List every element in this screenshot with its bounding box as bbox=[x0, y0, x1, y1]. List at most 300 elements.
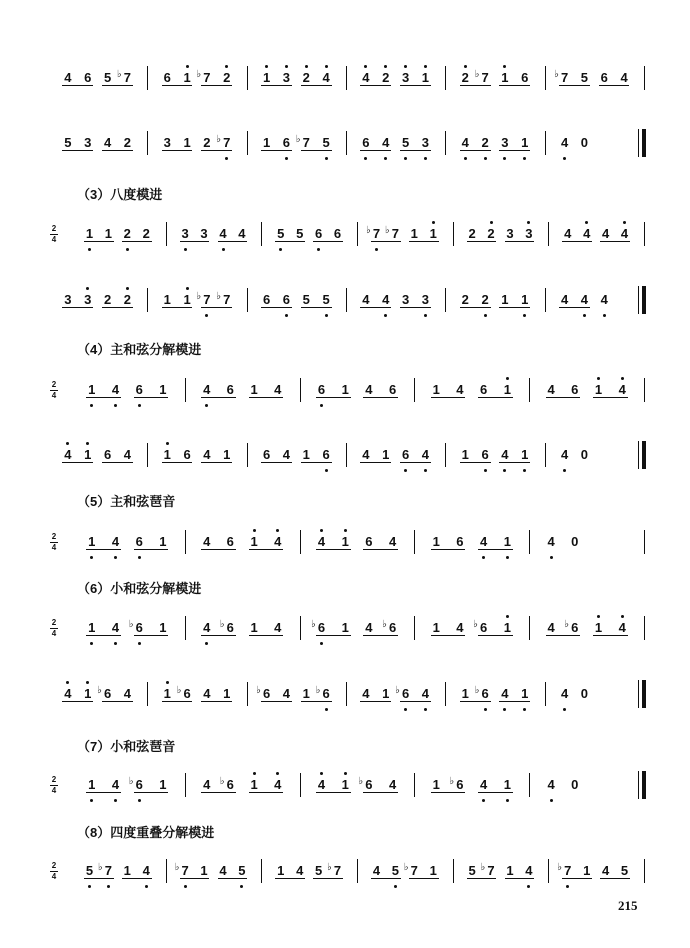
note bbox=[273, 620, 282, 636]
note-digit: 1 bbox=[521, 447, 529, 462]
beam-underline bbox=[478, 792, 513, 793]
note bbox=[104, 226, 113, 242]
note bbox=[403, 862, 419, 879]
note bbox=[158, 620, 167, 636]
note-digit: 4 bbox=[601, 226, 610, 241]
beam-underline bbox=[400, 150, 431, 151]
note bbox=[158, 534, 167, 550]
note bbox=[262, 292, 271, 308]
note-digit: 3 bbox=[421, 292, 429, 307]
note bbox=[302, 292, 311, 308]
beam-underline bbox=[400, 85, 431, 86]
note bbox=[547, 620, 556, 636]
flat-sign: ♭ bbox=[557, 862, 563, 873]
flat-sign: ♭ bbox=[128, 619, 134, 630]
note-digit: 1 bbox=[163, 686, 171, 701]
note-digit: 3 bbox=[163, 135, 171, 150]
note bbox=[111, 777, 120, 793]
notation-line bbox=[0, 530, 690, 570]
note bbox=[322, 447, 331, 463]
octave-high-dot bbox=[276, 529, 279, 532]
note-digit: 6 bbox=[282, 292, 290, 307]
octave-low-dot bbox=[506, 556, 509, 559]
note bbox=[87, 534, 96, 550]
beam-underline bbox=[84, 241, 114, 242]
note-digit: 2 bbox=[123, 292, 131, 307]
note-digit: 1 bbox=[341, 534, 349, 549]
beam-underline bbox=[499, 85, 530, 86]
note bbox=[600, 292, 609, 308]
note bbox=[500, 135, 509, 151]
note-digit: 6 bbox=[317, 382, 326, 397]
note-digit: 7 bbox=[223, 292, 231, 307]
note-digit: 4 bbox=[111, 620, 120, 635]
flat-sign: ♭ bbox=[327, 862, 332, 873]
note bbox=[219, 226, 228, 242]
note bbox=[361, 447, 370, 463]
bar-line bbox=[529, 616, 530, 640]
note-digit: 2 bbox=[123, 135, 131, 150]
note-digit: 4 bbox=[64, 70, 72, 85]
octave-low-dot bbox=[424, 157, 427, 160]
final-bar-thin bbox=[638, 286, 639, 314]
note-digit: 4 bbox=[282, 447, 290, 462]
note bbox=[388, 382, 397, 398]
beam-underline bbox=[261, 150, 292, 151]
note-digit: 4 bbox=[103, 135, 112, 150]
note bbox=[295, 226, 304, 242]
note bbox=[384, 225, 400, 242]
note bbox=[163, 447, 172, 463]
bar-line bbox=[357, 222, 358, 246]
bar-line bbox=[247, 288, 248, 312]
note-digit: 1 bbox=[429, 226, 437, 241]
note-digit: 5 bbox=[580, 70, 588, 85]
octave-high-dot bbox=[506, 377, 509, 380]
note-digit: 2 bbox=[203, 135, 211, 150]
bar-line bbox=[300, 616, 301, 640]
final-bar-thick bbox=[642, 680, 646, 708]
note bbox=[273, 777, 282, 793]
octave-high-dot bbox=[126, 287, 129, 290]
note-digit: 4 bbox=[382, 135, 390, 150]
flat-sign: ♭ bbox=[366, 225, 371, 236]
octave-low-dot bbox=[325, 469, 328, 472]
note-digit: 4 bbox=[203, 447, 211, 462]
note-digit: 4 bbox=[421, 447, 429, 462]
note bbox=[311, 619, 326, 636]
octave-low-dot bbox=[317, 248, 320, 251]
note bbox=[520, 135, 529, 151]
note bbox=[461, 686, 470, 702]
final-bar-thick bbox=[642, 441, 646, 469]
time-signature bbox=[49, 862, 59, 881]
note-digit: 2 bbox=[481, 292, 489, 307]
flat-sign: ♭ bbox=[176, 685, 182, 696]
beam-underline bbox=[593, 397, 628, 398]
note-digit: 5 bbox=[302, 292, 310, 307]
octave-low-dot bbox=[240, 885, 243, 888]
note-digit: 6 bbox=[401, 447, 410, 462]
beam-underline bbox=[201, 549, 236, 550]
beam-underline bbox=[478, 549, 513, 550]
note-digit: 4 bbox=[372, 863, 381, 878]
note-digit: 1 bbox=[250, 777, 258, 792]
time-signature-bottom: 4 bbox=[51, 543, 57, 552]
bar-line bbox=[346, 131, 347, 155]
note bbox=[341, 620, 350, 636]
bar-line bbox=[300, 530, 301, 554]
note bbox=[520, 447, 529, 463]
beam-underline bbox=[363, 635, 398, 636]
note-digit: 6 bbox=[262, 686, 271, 701]
flat-sign: ♭ bbox=[564, 619, 570, 630]
note-digit: 1 bbox=[594, 620, 603, 635]
note bbox=[103, 292, 112, 308]
note bbox=[557, 862, 572, 879]
note bbox=[474, 685, 490, 702]
note-digit: 7 bbox=[391, 226, 399, 241]
note bbox=[87, 382, 96, 398]
note bbox=[111, 382, 120, 398]
beam-underline bbox=[201, 701, 232, 702]
note bbox=[322, 70, 331, 86]
note bbox=[216, 291, 231, 308]
note-digit: 1 bbox=[503, 620, 511, 635]
note bbox=[473, 619, 488, 636]
note-digit: 4 bbox=[203, 382, 211, 397]
note-digit: 4 bbox=[123, 686, 131, 701]
flat-sign: ♭ bbox=[216, 134, 221, 145]
notation-line bbox=[0, 443, 690, 483]
octave-low-dot bbox=[482, 799, 485, 802]
beam-underline bbox=[218, 241, 248, 242]
note bbox=[455, 534, 464, 550]
note bbox=[361, 135, 370, 151]
note-digit: 4 bbox=[580, 292, 588, 307]
notation-line bbox=[0, 773, 690, 813]
bar-line bbox=[644, 222, 645, 246]
note-digit: 6 bbox=[262, 447, 271, 462]
note bbox=[123, 292, 132, 308]
note bbox=[580, 70, 589, 86]
note bbox=[103, 447, 112, 463]
note-digit: 6 bbox=[333, 226, 342, 241]
bar-line bbox=[453, 222, 454, 246]
note bbox=[202, 620, 211, 636]
note bbox=[620, 70, 629, 86]
note bbox=[560, 135, 569, 151]
note-digit: 4 bbox=[456, 382, 464, 397]
beam-underline bbox=[102, 150, 133, 151]
note-digit: 1 bbox=[262, 135, 271, 150]
octave-high-dot bbox=[320, 772, 323, 775]
note-digit: 1 bbox=[432, 620, 440, 635]
note bbox=[560, 447, 569, 463]
time-signature-top: 2 bbox=[51, 618, 57, 627]
octave-low-dot bbox=[320, 642, 323, 645]
note-digit: 4 bbox=[274, 777, 282, 792]
note bbox=[455, 620, 464, 636]
note-digit: 4 bbox=[296, 863, 304, 878]
octave-low-dot bbox=[138, 642, 141, 645]
octave-low-dot bbox=[90, 404, 93, 407]
note-digit: 6 bbox=[481, 686, 489, 701]
note-digit: 4 bbox=[219, 226, 227, 241]
bar-line bbox=[247, 443, 248, 467]
note-digit: 6 bbox=[322, 686, 330, 701]
bar-line bbox=[445, 288, 446, 312]
section-heading-5: （5）主和弦琶音 bbox=[77, 494, 176, 509]
note bbox=[388, 777, 397, 793]
beam-underline bbox=[400, 307, 431, 308]
octave-high-dot bbox=[503, 65, 506, 68]
note-digit: 1 bbox=[88, 534, 96, 549]
bar-line bbox=[346, 443, 347, 467]
note-digit: 4 bbox=[388, 777, 397, 792]
note bbox=[333, 226, 342, 242]
note bbox=[116, 69, 132, 86]
note bbox=[174, 862, 190, 879]
beam-underline bbox=[275, 878, 305, 879]
beam-underline bbox=[249, 635, 284, 636]
beam-underline bbox=[546, 635, 581, 636]
octave-low-dot bbox=[88, 885, 91, 888]
note bbox=[103, 70, 112, 86]
rest bbox=[580, 135, 589, 151]
note-digit: 3 bbox=[401, 70, 410, 85]
note bbox=[317, 382, 326, 398]
note-digit: 6 bbox=[571, 382, 579, 397]
note-digit: 1 bbox=[159, 534, 167, 549]
beam-underline bbox=[559, 85, 590, 86]
beam-underline bbox=[360, 307, 391, 308]
note-digit: 3 bbox=[501, 135, 509, 150]
final-bar-thick bbox=[642, 771, 646, 799]
beam-underline bbox=[275, 241, 305, 242]
note-digit: 5 bbox=[391, 863, 399, 878]
beam-underline bbox=[162, 307, 193, 308]
note bbox=[295, 863, 304, 879]
note bbox=[391, 863, 400, 879]
beam-underline bbox=[62, 85, 93, 86]
octave-low-dot bbox=[484, 314, 487, 317]
octave-low-dot bbox=[484, 469, 487, 472]
note bbox=[315, 685, 331, 702]
octave-low-dot bbox=[550, 799, 553, 802]
flat-sign: ♭ bbox=[395, 685, 400, 696]
note-digit: 4 bbox=[564, 226, 572, 241]
note-digit: 4 bbox=[64, 686, 72, 701]
octave-low-dot bbox=[566, 885, 569, 888]
note bbox=[216, 134, 231, 151]
flat-sign: ♭ bbox=[480, 862, 486, 873]
note-digit: 4 bbox=[382, 292, 390, 307]
note-digit: 5 bbox=[314, 863, 323, 878]
beam-underline bbox=[460, 701, 491, 702]
bar-line bbox=[453, 859, 454, 883]
note bbox=[500, 70, 509, 86]
bar-line bbox=[346, 288, 347, 312]
note bbox=[520, 70, 529, 86]
note-digit: 7 bbox=[372, 226, 381, 241]
note bbox=[620, 863, 629, 879]
note bbox=[341, 382, 350, 398]
section-heading-4: （4）主和弦分解模进 bbox=[77, 342, 202, 357]
note-digit: 0 bbox=[580, 447, 588, 462]
octave-high-dot bbox=[585, 221, 588, 224]
octave-low-dot bbox=[126, 248, 129, 251]
note-digit: 5 bbox=[277, 226, 285, 241]
bar-line bbox=[545, 682, 546, 706]
time-signature-bottom: 4 bbox=[51, 872, 57, 881]
note bbox=[158, 382, 167, 398]
note-digit: 1 bbox=[159, 382, 167, 397]
note-digit: 0 bbox=[580, 686, 588, 701]
note bbox=[401, 70, 410, 86]
octave-low-dot bbox=[404, 469, 407, 472]
beam-underline bbox=[460, 462, 491, 463]
note-digit: 1 bbox=[183, 135, 191, 150]
note-digit: 7 bbox=[487, 863, 495, 878]
note-digit: 1 bbox=[250, 382, 258, 397]
bar-line bbox=[445, 131, 446, 155]
octave-low-dot bbox=[325, 708, 328, 711]
octave-low-dot bbox=[114, 799, 117, 802]
rest bbox=[570, 777, 579, 793]
note-digit: 4 bbox=[365, 620, 373, 635]
beam-underline bbox=[261, 701, 292, 702]
note-digit: 7 bbox=[302, 135, 310, 150]
note-digit: 1 bbox=[159, 777, 167, 792]
bar-line bbox=[346, 682, 347, 706]
bar-line bbox=[261, 222, 262, 246]
note bbox=[63, 135, 72, 151]
note bbox=[401, 292, 410, 308]
octave-low-dot bbox=[375, 248, 378, 251]
beam-underline bbox=[499, 462, 530, 463]
rest bbox=[580, 447, 589, 463]
note bbox=[481, 292, 490, 308]
octave-low-dot bbox=[404, 708, 407, 711]
octave-low-dot bbox=[138, 404, 141, 407]
note-digit: 1 bbox=[432, 382, 440, 397]
octave-low-dot bbox=[482, 556, 485, 559]
note bbox=[262, 70, 271, 86]
beam-underline bbox=[122, 241, 152, 242]
note-digit: 4 bbox=[123, 447, 131, 462]
note-digit: 6 bbox=[226, 534, 234, 549]
flat-sign: ♭ bbox=[554, 69, 559, 80]
note-digit: 6 bbox=[314, 226, 323, 241]
note bbox=[618, 382, 627, 398]
note bbox=[63, 447, 72, 463]
note bbox=[103, 135, 112, 151]
note bbox=[200, 863, 209, 879]
note bbox=[594, 620, 603, 636]
flat-sign: ♭ bbox=[97, 685, 102, 696]
note bbox=[421, 135, 430, 151]
note bbox=[276, 226, 285, 242]
bar-line bbox=[414, 773, 415, 797]
beam-underline bbox=[62, 701, 93, 702]
beam-underline bbox=[546, 397, 581, 398]
flat-sign: ♭ bbox=[219, 619, 225, 630]
octave-low-dot bbox=[138, 799, 141, 802]
bar-line bbox=[644, 859, 645, 883]
note bbox=[594, 382, 603, 398]
note bbox=[432, 382, 441, 398]
octave-low-dot bbox=[114, 642, 117, 645]
note bbox=[250, 777, 259, 793]
note-digit: 4 bbox=[282, 686, 290, 701]
beam-underline bbox=[499, 150, 530, 151]
note bbox=[520, 686, 529, 702]
note-digit: 1 bbox=[503, 777, 511, 792]
bar-line bbox=[644, 530, 645, 554]
beam-underline bbox=[102, 307, 133, 308]
flat-sign: ♭ bbox=[384, 225, 390, 236]
note bbox=[479, 534, 488, 550]
section-heading-7: （7）小和弦琶音 bbox=[77, 739, 176, 754]
flat-sign: ♭ bbox=[196, 291, 202, 302]
note bbox=[421, 292, 430, 308]
note bbox=[219, 619, 235, 636]
note bbox=[432, 620, 441, 636]
note bbox=[381, 70, 390, 86]
note-digit: 4 bbox=[600, 292, 608, 307]
note-digit: 1 bbox=[341, 620, 349, 635]
octave-high-dot bbox=[305, 65, 308, 68]
note-digit: 5 bbox=[64, 135, 72, 150]
note-digit: 1 bbox=[183, 292, 191, 307]
note-digit: 4 bbox=[238, 226, 246, 241]
note-digit: 1 bbox=[159, 620, 167, 635]
note bbox=[128, 619, 144, 636]
note-digit: 4 bbox=[421, 686, 429, 701]
note bbox=[123, 447, 132, 463]
octave-low-dot bbox=[222, 248, 225, 251]
bar-line bbox=[644, 616, 645, 640]
note bbox=[372, 863, 381, 879]
beam-underline bbox=[467, 878, 497, 879]
note-digit: 4 bbox=[142, 863, 150, 878]
octave-low-dot bbox=[364, 157, 367, 160]
note bbox=[202, 382, 211, 398]
note-digit: 6 bbox=[388, 382, 397, 397]
note-digit: 1 bbox=[163, 292, 171, 307]
note-digit: 5 bbox=[620, 863, 629, 878]
flat-sign: ♭ bbox=[473, 619, 478, 630]
note bbox=[361, 70, 370, 86]
note bbox=[302, 447, 311, 463]
beam-underline bbox=[478, 635, 513, 636]
note-digit: 7 bbox=[560, 70, 569, 85]
note bbox=[83, 686, 92, 702]
note-digit: 2 bbox=[461, 70, 469, 85]
note bbox=[601, 863, 610, 879]
note bbox=[500, 686, 509, 702]
bar-line bbox=[166, 859, 167, 883]
octave-low-dot bbox=[205, 642, 208, 645]
flat-sign: ♭ bbox=[358, 776, 364, 787]
time-signature-bottom: 4 bbox=[51, 786, 57, 795]
note-digit: 1 bbox=[432, 534, 440, 549]
note-digit: 2 bbox=[223, 70, 231, 85]
note-digit: 4 bbox=[388, 534, 397, 549]
bar-line bbox=[548, 859, 549, 883]
bar-line bbox=[529, 530, 530, 554]
